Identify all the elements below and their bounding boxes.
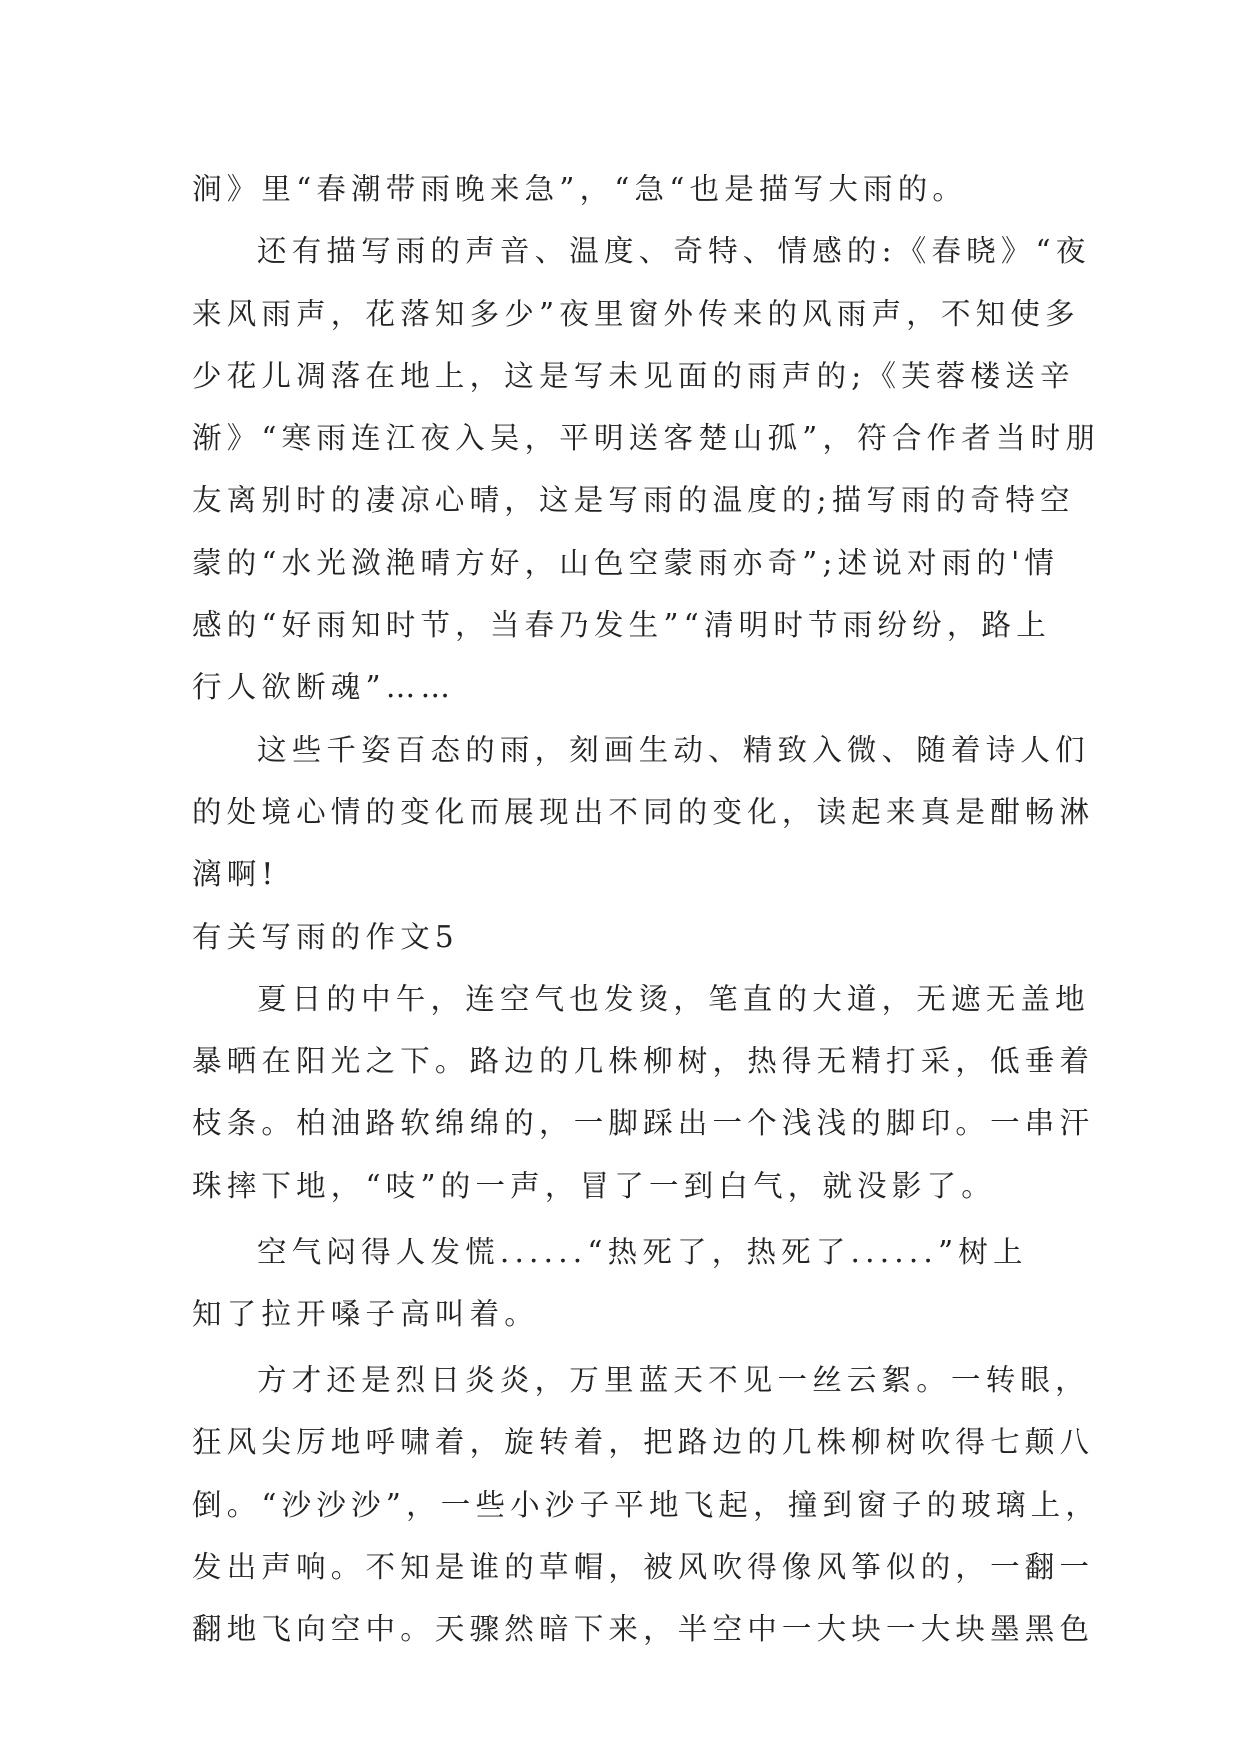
text-line: 来风雨声，花落知多少”夜里窗外传来的风雨声，不知使多: [192, 296, 1080, 331]
paragraph-start-line: 方才还是烈日炎炎，万里蓝天不见一丝云絮。一转眼，: [257, 1363, 1090, 1398]
text-line: 渐》“寒雨连江夜入吴，平明送客楚山孤”，符合作者当时朋: [192, 421, 1101, 456]
text-line: 珠摔下地，“吱”的一声，冒了一到白气，就没影了。: [192, 1168, 996, 1203]
text-line: 枝条。柏油路软绵绵的，一脚踩出一个浅浅的脚印。一串汗: [192, 1106, 1095, 1141]
section-heading: 有关写雨的作文5: [192, 919, 459, 954]
text-line: 蒙的“水光潋滟晴方好，山色空蒙雨亦奇”;述说对雨的'情: [192, 545, 1060, 580]
text-line: 少花儿凋落在地上，这是写未见面的雨声的;《芙蓉楼送辛: [192, 358, 1075, 393]
text-line: 暴晒在阳光之下。路边的几株柳树，热得无精打采，低垂着: [192, 1044, 1095, 1079]
paragraph-start-line: 这些千姿百态的雨，刻画生动、精致入微、随着诗人们: [257, 732, 1090, 767]
essay-text: [192, 158, 1101, 1661]
text-line: 漓啊!: [192, 857, 279, 892]
text-line: 翻地飞向空中。天骤然暗下来，半空中一大块一大块墨黑色: [192, 1612, 1095, 1647]
paragraph-start-line: 空气闷得人发慌......“热死了，热死了......”树上: [257, 1234, 1028, 1269]
text-line: 的处境心情的变化而展现出不同的变化，读起来真是酣畅淋: [192, 794, 1095, 829]
text-line: 知了拉开嗓子高叫着。: [192, 1297, 540, 1332]
text-line: 涧》里“春潮带雨晚来急”，“急“也是描写大雨的。: [192, 172, 968, 206]
text-line: 行人欲断魂”……: [192, 670, 456, 705]
paragraph-start-line: 还有描写雨的声音、温度、奇特、情感的:《春晓》“夜: [257, 234, 1091, 269]
text-line: 友离别时的凄凉心晴，这是写雨的温度的;描写雨的奇特空: [192, 483, 1075, 518]
text-line: 感的“好雨知时节，当春乃发生”“清明时节雨纷纷，路上: [192, 608, 1051, 643]
paragraph-start-line: 夏日的中午，连空气也发烫，笔直的大道，无遮无盖地: [257, 981, 1090, 1016]
text-line: 狂风尖厉地呼啸着，旋转着，把路边的几株柳树吹得七颠八: [192, 1425, 1095, 1460]
text-line: 发出声响。不知是谁的草帽，被风吹得像风筝似的，一翻一: [192, 1549, 1095, 1584]
text-line: 倒。“沙沙沙”，一些小沙子平地飞起，撞到窗子的玻璃上，: [192, 1487, 1101, 1522]
